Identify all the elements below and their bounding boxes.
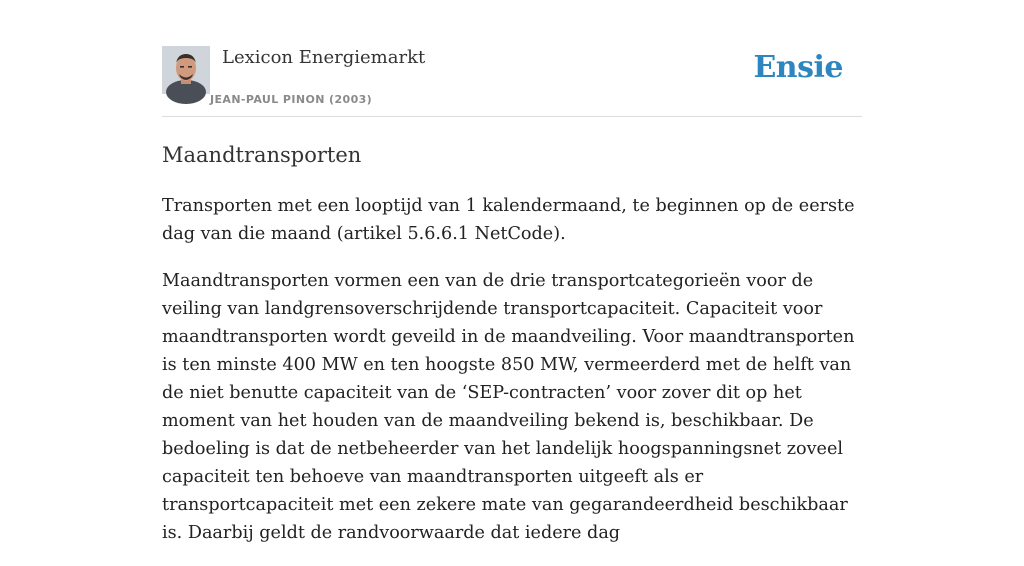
author-avatar[interactable] [162,46,210,94]
ensie-logo[interactable]: Ensie [753,50,843,85]
author-name[interactable]: JEAN-PAUL PINON (2003) [210,93,373,106]
author-photo [162,46,210,94]
book-title[interactable]: Lexicon Energiemarkt [222,47,426,68]
entry-paragraph-2: Maandtransporten vormen een van de drie transportcategorieën voor de veiling van landgrensoverschrijdende transportcapaciteit. Capaciteit voor maandtransporten wordt geveild in de maandveiling. Voor maandtransporten is ten minste 400 MW en ten hoogste 850 MW, vermeerderd met de helft van de niet benutte capaciteit van de ‘SEP-contracten’ voor zover dit op het moment van het houden van de maandveiling bekend is, beschikbaar. De bedoeling is dat de netbeheerder van het landelijk hoogspanningsnet zoveel capaciteit ten behoeve van maandtransporten uitgeeft als er transportcapaciteit met een zekere mate van gegarandeerdheid beschikbaar is. Daarbij geldt de randvoorwaarde dat iedere dag [162,271,855,543]
entry-content [162,138,862,566]
header [162,46,862,117]
entry-title: Maandtransporten [162,143,362,167]
entry-paragraph-1: Transporten met een looptijd van 1 kalendermaand, te beginnen op de eerste dag van die maand (artikel 5.6.6.1 NetCode). [162,196,855,244]
